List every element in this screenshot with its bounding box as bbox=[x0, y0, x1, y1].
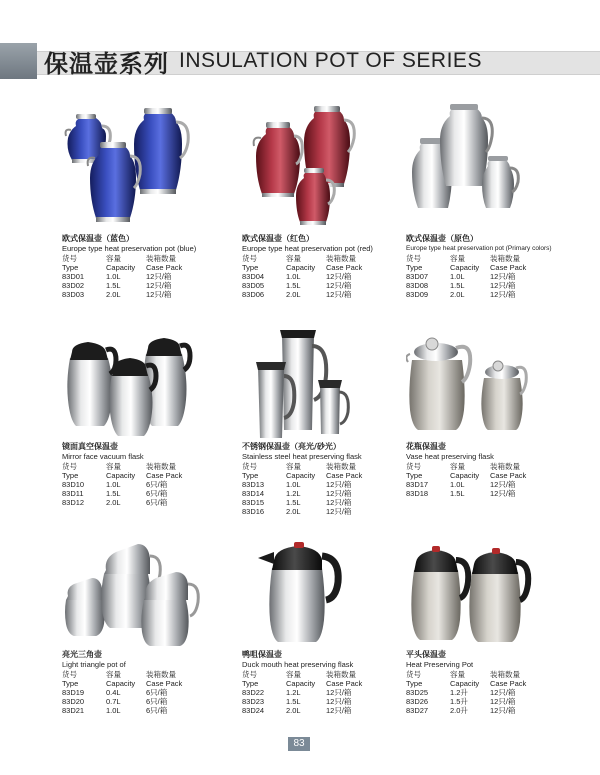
table-row: 83D13 1.0L 12只/箱 bbox=[242, 480, 352, 489]
product-title-cn: 欧式保温壶（红色） bbox=[242, 234, 314, 243]
steel-pot-icon bbox=[406, 104, 556, 234]
product-caption bbox=[242, 650, 412, 715]
page-title-cn: 保温壶系列 bbox=[44, 49, 169, 78]
product-image bbox=[242, 538, 392, 650]
product-title-en: Mirror face vacuum flask bbox=[62, 452, 144, 461]
product-caption bbox=[242, 234, 412, 299]
spec-table: 货号 容量 装箱数量 Type Capacity Case Pack 83D01 1.0L 12只/箱 83D02 1.5L 12只/箱 83D03 2.0L 12只/箱 bbox=[62, 254, 206, 299]
table-row: 83D07 1.0L 12只/箱 bbox=[406, 272, 516, 281]
spec-table: 货号 容量 装箱数量 Type Capacity Case Pack 83D25 1.2升 12只/箱 83D26 1.5升 12只/箱 83D27 2.0升 12只/箱 bbox=[406, 670, 550, 715]
triangle-pot-icon bbox=[62, 538, 212, 650]
product-primary-pot bbox=[406, 104, 576, 299]
product-title-cn: 平头保温壶 bbox=[406, 650, 446, 659]
product-title-cn: 亮光三角壶 bbox=[62, 650, 102, 659]
table-row: 83D09 2.0L 12只/箱 bbox=[406, 290, 516, 299]
product-image bbox=[242, 104, 392, 234]
table-row: 83D25 1.2升 12只/箱 bbox=[406, 688, 516, 697]
table-row: 83D23 1.5L 12只/箱 bbox=[242, 697, 352, 706]
table-row: 83D15 1.5L 12只/箱 bbox=[242, 498, 352, 507]
product-title-en: Duck mouth heat preserving flask bbox=[242, 660, 354, 669]
page-title bbox=[44, 44, 482, 78]
product-stainless-flask bbox=[242, 326, 412, 516]
product-title-cn: 镜面真空保温壶 bbox=[62, 442, 118, 451]
table-row: 83D20 0.7L 6只/箱 bbox=[62, 697, 168, 706]
product-blue-pot bbox=[62, 104, 232, 299]
duck-mouth-flask-icon bbox=[242, 538, 392, 650]
table-row: 83D12 2.0L 6只/箱 bbox=[62, 498, 168, 507]
product-caption bbox=[62, 234, 232, 299]
header-accent-block bbox=[0, 43, 37, 79]
table-row: 83D27 2.0升 12只/箱 bbox=[406, 706, 516, 715]
table-row: 83D18 1.5L 12只/箱 bbox=[406, 489, 516, 498]
product-red-pot bbox=[242, 104, 412, 299]
product-title-cn: 欧式保温壶（蓝色） bbox=[62, 234, 134, 243]
spec-table: 货号 容量 装箱数量 Type Capacity Case Pack 83D22 1.2L 12只/箱 83D23 1.5L 12只/箱 83D24 2.0L 12只/箱 bbox=[242, 670, 386, 715]
table-row: 83D10 1.0L 6只/箱 bbox=[62, 480, 168, 489]
product-title-en: Europe type heat preservation pot (Primary colors) bbox=[406, 245, 552, 252]
product-caption bbox=[406, 234, 576, 299]
vase-flask-icon bbox=[406, 330, 556, 442]
table-row: 83D24 2.0L 12只/箱 bbox=[242, 706, 352, 715]
product-title-en: Light triangle pot of bbox=[62, 660, 126, 669]
table-row: 83D14 1.2L 12只/箱 bbox=[242, 489, 352, 498]
product-flat-head-pot bbox=[406, 538, 576, 715]
product-caption bbox=[406, 650, 576, 715]
product-vase-flask bbox=[406, 330, 576, 498]
product-mirror-flask bbox=[62, 330, 232, 507]
table-row: 83D02 1.5L 12只/箱 bbox=[62, 281, 172, 290]
spec-table: 货号 容量 装箱数量 Type Capacity Case Pack 83D17 1.0L 12只/箱 83D18 1.5L 12只/箱 bbox=[406, 462, 550, 498]
product-duck-mouth-flask bbox=[242, 538, 412, 715]
table-row: 83D17 1.0L 12只/箱 bbox=[406, 480, 516, 489]
stainless-flask-icon bbox=[242, 326, 392, 442]
product-title-cn: 不锈钢保温壶（亮光/砂光） bbox=[242, 442, 341, 451]
spec-table: 货号 容量 装箱数量 Type Capacity Case Pack 83D10 1.0L 6只/箱 83D11 1.5L 6只/箱 83D12 2.0L 6只/箱 bbox=[62, 462, 206, 507]
product-title-en: Heat Preserving Pot bbox=[406, 660, 474, 669]
spec-table: 货号 容量 装箱数量 Type Capacity Case Pack 83D04 1.0L 12只/箱 83D05 1.5L 12只/箱 83D06 2.0L 12只/箱 bbox=[242, 254, 386, 299]
table-row: 83D06 2.0L 12只/箱 bbox=[242, 290, 352, 299]
product-image bbox=[62, 104, 212, 234]
spec-table: 货号 容量 装箱数量 Type Capacity Case Pack 83D07 1.0L 12只/箱 83D08 1.5L 12只/箱 83D09 2.0L 12只/箱 bbox=[406, 254, 550, 299]
product-caption bbox=[242, 442, 412, 516]
product-title-en: Europe type heat preservation pot (blue) bbox=[62, 244, 197, 253]
product-image bbox=[406, 104, 556, 234]
product-title-cn: 花瓶保温壶 bbox=[406, 442, 446, 451]
product-title-en: Europe type heat preservation pot (red) bbox=[242, 244, 373, 253]
page-number: 83 bbox=[288, 737, 310, 751]
table-row: 83D01 1.0L 12只/箱 bbox=[62, 272, 172, 281]
red-pot-icon bbox=[242, 104, 392, 234]
product-image bbox=[406, 330, 556, 442]
product-image bbox=[242, 326, 392, 442]
table-row: 83D04 1.0L 12只/箱 bbox=[242, 272, 352, 281]
flat-head-pot-icon bbox=[406, 538, 556, 650]
table-row: 83D16 2.0L 12只/箱 bbox=[242, 507, 352, 516]
table-row: 83D05 1.5L 12只/箱 bbox=[242, 281, 352, 290]
product-image bbox=[62, 538, 212, 650]
page-title-en: INSULATION POT OF SERIES bbox=[179, 49, 482, 72]
product-image bbox=[62, 330, 212, 442]
table-row: 83D22 1.2L 12只/箱 bbox=[242, 688, 352, 697]
product-image bbox=[406, 538, 556, 650]
product-title-en: Vase heat preserving flask bbox=[406, 452, 494, 461]
product-caption bbox=[406, 442, 576, 498]
product-triangle-pot bbox=[62, 538, 232, 715]
blue-pot-icon bbox=[62, 104, 212, 234]
product-caption bbox=[62, 650, 232, 715]
product-caption bbox=[62, 442, 232, 507]
product-title-cn: 鸭咀保温壶 bbox=[242, 650, 282, 659]
mirror-flask-icon bbox=[62, 330, 212, 442]
product-title-cn: 欧式保温壶（原色） bbox=[406, 234, 478, 243]
table-row: 83D08 1.5L 12只/箱 bbox=[406, 281, 516, 290]
spec-table: 货号 容量 装箱数量 Type Capacity Case Pack 83D13 1.0L 12只/箱 83D14 1.2L 12只/箱 83D15 1.5L 12只/箱 83D16 2.0L 12只/箱 bbox=[242, 462, 386, 516]
table-row: 83D03 2.0L 12只/箱 bbox=[62, 290, 172, 299]
table-row: 83D19 0.4L 6只/箱 bbox=[62, 688, 168, 697]
table-row: 83D11 1.5L 6只/箱 bbox=[62, 489, 168, 498]
table-row: 83D21 1.0L 6只/箱 bbox=[62, 706, 168, 715]
table-row: 83D26 1.5升 12只/箱 bbox=[406, 697, 516, 706]
spec-table: 货号 容量 装箱数量 Type Capacity Case Pack 83D19 0.4L 6只/箱 83D20 0.7L 6只/箱 83D21 1.0L 6只/箱 bbox=[62, 670, 206, 715]
product-title-en: Stainless steel heat preserving flask bbox=[242, 452, 362, 461]
